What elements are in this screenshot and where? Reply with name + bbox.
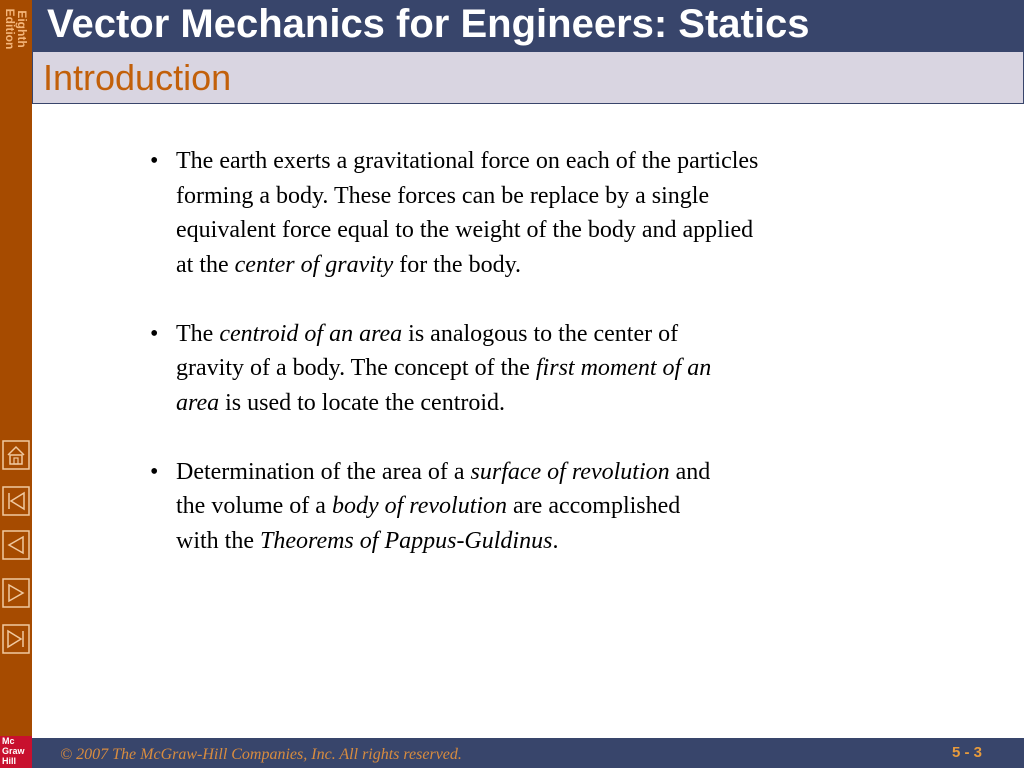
last-slide-button[interactable] [2,624,30,654]
next-slide-button[interactable] [2,578,30,608]
bullet-line [176,455,886,490]
text-segment: Determination of the area of a [176,458,471,485]
last-slide-icon [2,624,30,654]
bullet-line [176,524,886,559]
previous-slide-icon [2,530,30,560]
emphasized-term: center of gravity [234,251,394,278]
bullet-item [146,144,886,282]
text-segment: and [669,458,711,485]
bullet-line [176,179,886,214]
text-segment: equivalent force equal to the weight of the body and applied [176,217,754,243]
bullet-item [146,455,886,559]
home-icon [2,440,30,470]
first-slide-icon [2,486,30,516]
text-segment: . [552,527,559,554]
edition-line-1: Eighth [15,10,29,48]
text-segment: is analogous to the center of [402,320,679,347]
bullet-line [176,489,886,524]
bullet-line [176,213,886,248]
text-segment: with the [176,527,260,554]
footer-bar [32,738,1024,768]
text-segment: at the [176,251,235,278]
page-number: 5 - 3 [951,744,982,761]
logo-line-3: Hill [2,756,17,766]
header-bar [32,0,1024,52]
bullet-line [176,317,886,352]
copyright-notice: © 2007 The McGraw-Hill Companies, Inc. All rights reserved. [60,746,462,763]
bullet-line [176,386,886,421]
text-segment: The earth exerts a gravitational force on each of the particles [176,148,759,174]
bullet-line [176,144,886,179]
edition-line-2: Edition [3,8,17,50]
logo-line-2: Graw [2,746,25,756]
next-slide-icon [2,578,30,608]
book-title: Vector Mechanics for Engineers: Statics [47,2,810,46]
emphasized-term: centroid of an area [219,320,403,347]
section-title: Introduction [43,57,232,98]
sidebar [0,0,32,768]
emphasized-term: Theorems of Pappus-Guldinus [260,527,553,554]
text-segment: forming a body. These forces can be replace by a single [176,182,710,209]
text-segment: the volume of a [176,493,332,519]
edition-label [0,0,32,58]
bullet-line [176,248,886,283]
emphasized-term: area [176,389,220,416]
first-slide-button[interactable] [2,486,30,516]
emphasized-term: body of revolution [331,493,508,519]
text-segment: The [176,320,220,347]
bullet-item [146,317,886,421]
bullet-line [176,351,886,386]
text-segment: for the body. [393,251,522,278]
emphasized-term: surface of revolution [470,458,670,485]
logo-line-1: Mc [2,736,15,746]
section-bar [32,52,1024,104]
mcgraw-hill-logo [0,736,32,768]
bullet-dot: • [150,458,159,485]
slide-content [146,144,886,593]
home-button[interactable] [2,440,30,470]
text-segment: are accomplished [507,493,681,519]
emphasized-term: first moment of an [535,355,712,381]
previous-slide-button[interactable] [2,530,30,560]
text-segment: is used to locate the centroid. [219,389,506,416]
text-segment: gravity of a body. The concept of the [176,355,536,381]
bullet-dot: • [150,320,159,347]
bullet-dot: • [150,148,159,174]
